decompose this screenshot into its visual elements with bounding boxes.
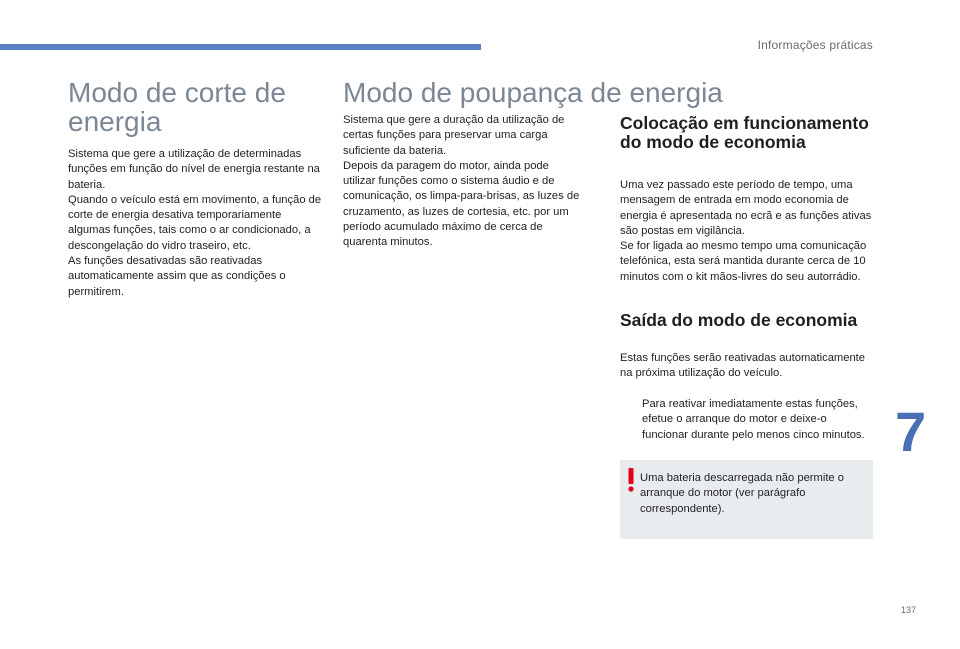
exclamation-icon: [628, 468, 634, 492]
economy-mode-exit-title: Saída do modo de economia: [620, 310, 858, 330]
power-cut-mode-description: Sistema que gere a utilização de determinadas funções em função do nível de energia restante na bateria. Quando o veículo está em movimento, a função de corte de energia desativa temporariamente algumas funções, tais como o ar condicionado, a descongelação do vidro traseiro, etc. As funções desativadas são reativadas automaticamente assim que as condições o permitirem.: [68, 148, 322, 298]
energy-saving-mode-title: Modo de poupança de energia: [343, 77, 723, 108]
energy-saving-mode-description: Sistema que gere a duração da utilização de certas funções para preservar uma carga suficiente da bateria. Depois da paragem do motor, ainda pode utilizar funções como o sistema áudio e de comunicação, os limpa-para-brisas, as luzes de cruzamento, as luzes de cortesia, etc. por um período acumulado máximo de cerca de quarenta minutos.: [343, 114, 580, 249]
instruction-bullet: [620, 397, 875, 443]
warning-text: Uma bateria descarregada não permite o arranque do motor (ver parágrafo correspondente).: [640, 472, 844, 515]
power-cut-mode-title: Modo de corte de energia: [68, 77, 286, 137]
page-number: 137: [901, 605, 917, 615]
economy-mode-entry-description: Uma vez passado este período de tempo, uma mensagem de entrada em modo economia de energia é apresentada no ecrã e as funções ativas são postas em vigilância. Se for ligada ao mesmo tempo uma comunicação telefónica, esta será mantida durante cerca de 10 minutos com o kit mãos-livres do seu autorrádio.: [620, 179, 872, 283]
header-accent-bar: [0, 44, 481, 50]
economy-mode-entry-title: Colocação em funcionamento do modo de economia: [620, 113, 869, 152]
arrow-bullet-icon: [620, 397, 642, 443]
economy-mode-exit-description: Estas funções serão reativadas automaticamente na próxima utilização do veículo.: [620, 352, 866, 380]
chapter-number: 7: [895, 400, 927, 463]
warning-notice: [620, 460, 873, 539]
section-header-label: Informações práticas: [757, 38, 873, 52]
instruction-bullet-text: Para reativar imediatamente estas funções, efetue o arranque do motor e deixe-o funcionar durante pelo menos cinco minutos.: [642, 398, 865, 441]
